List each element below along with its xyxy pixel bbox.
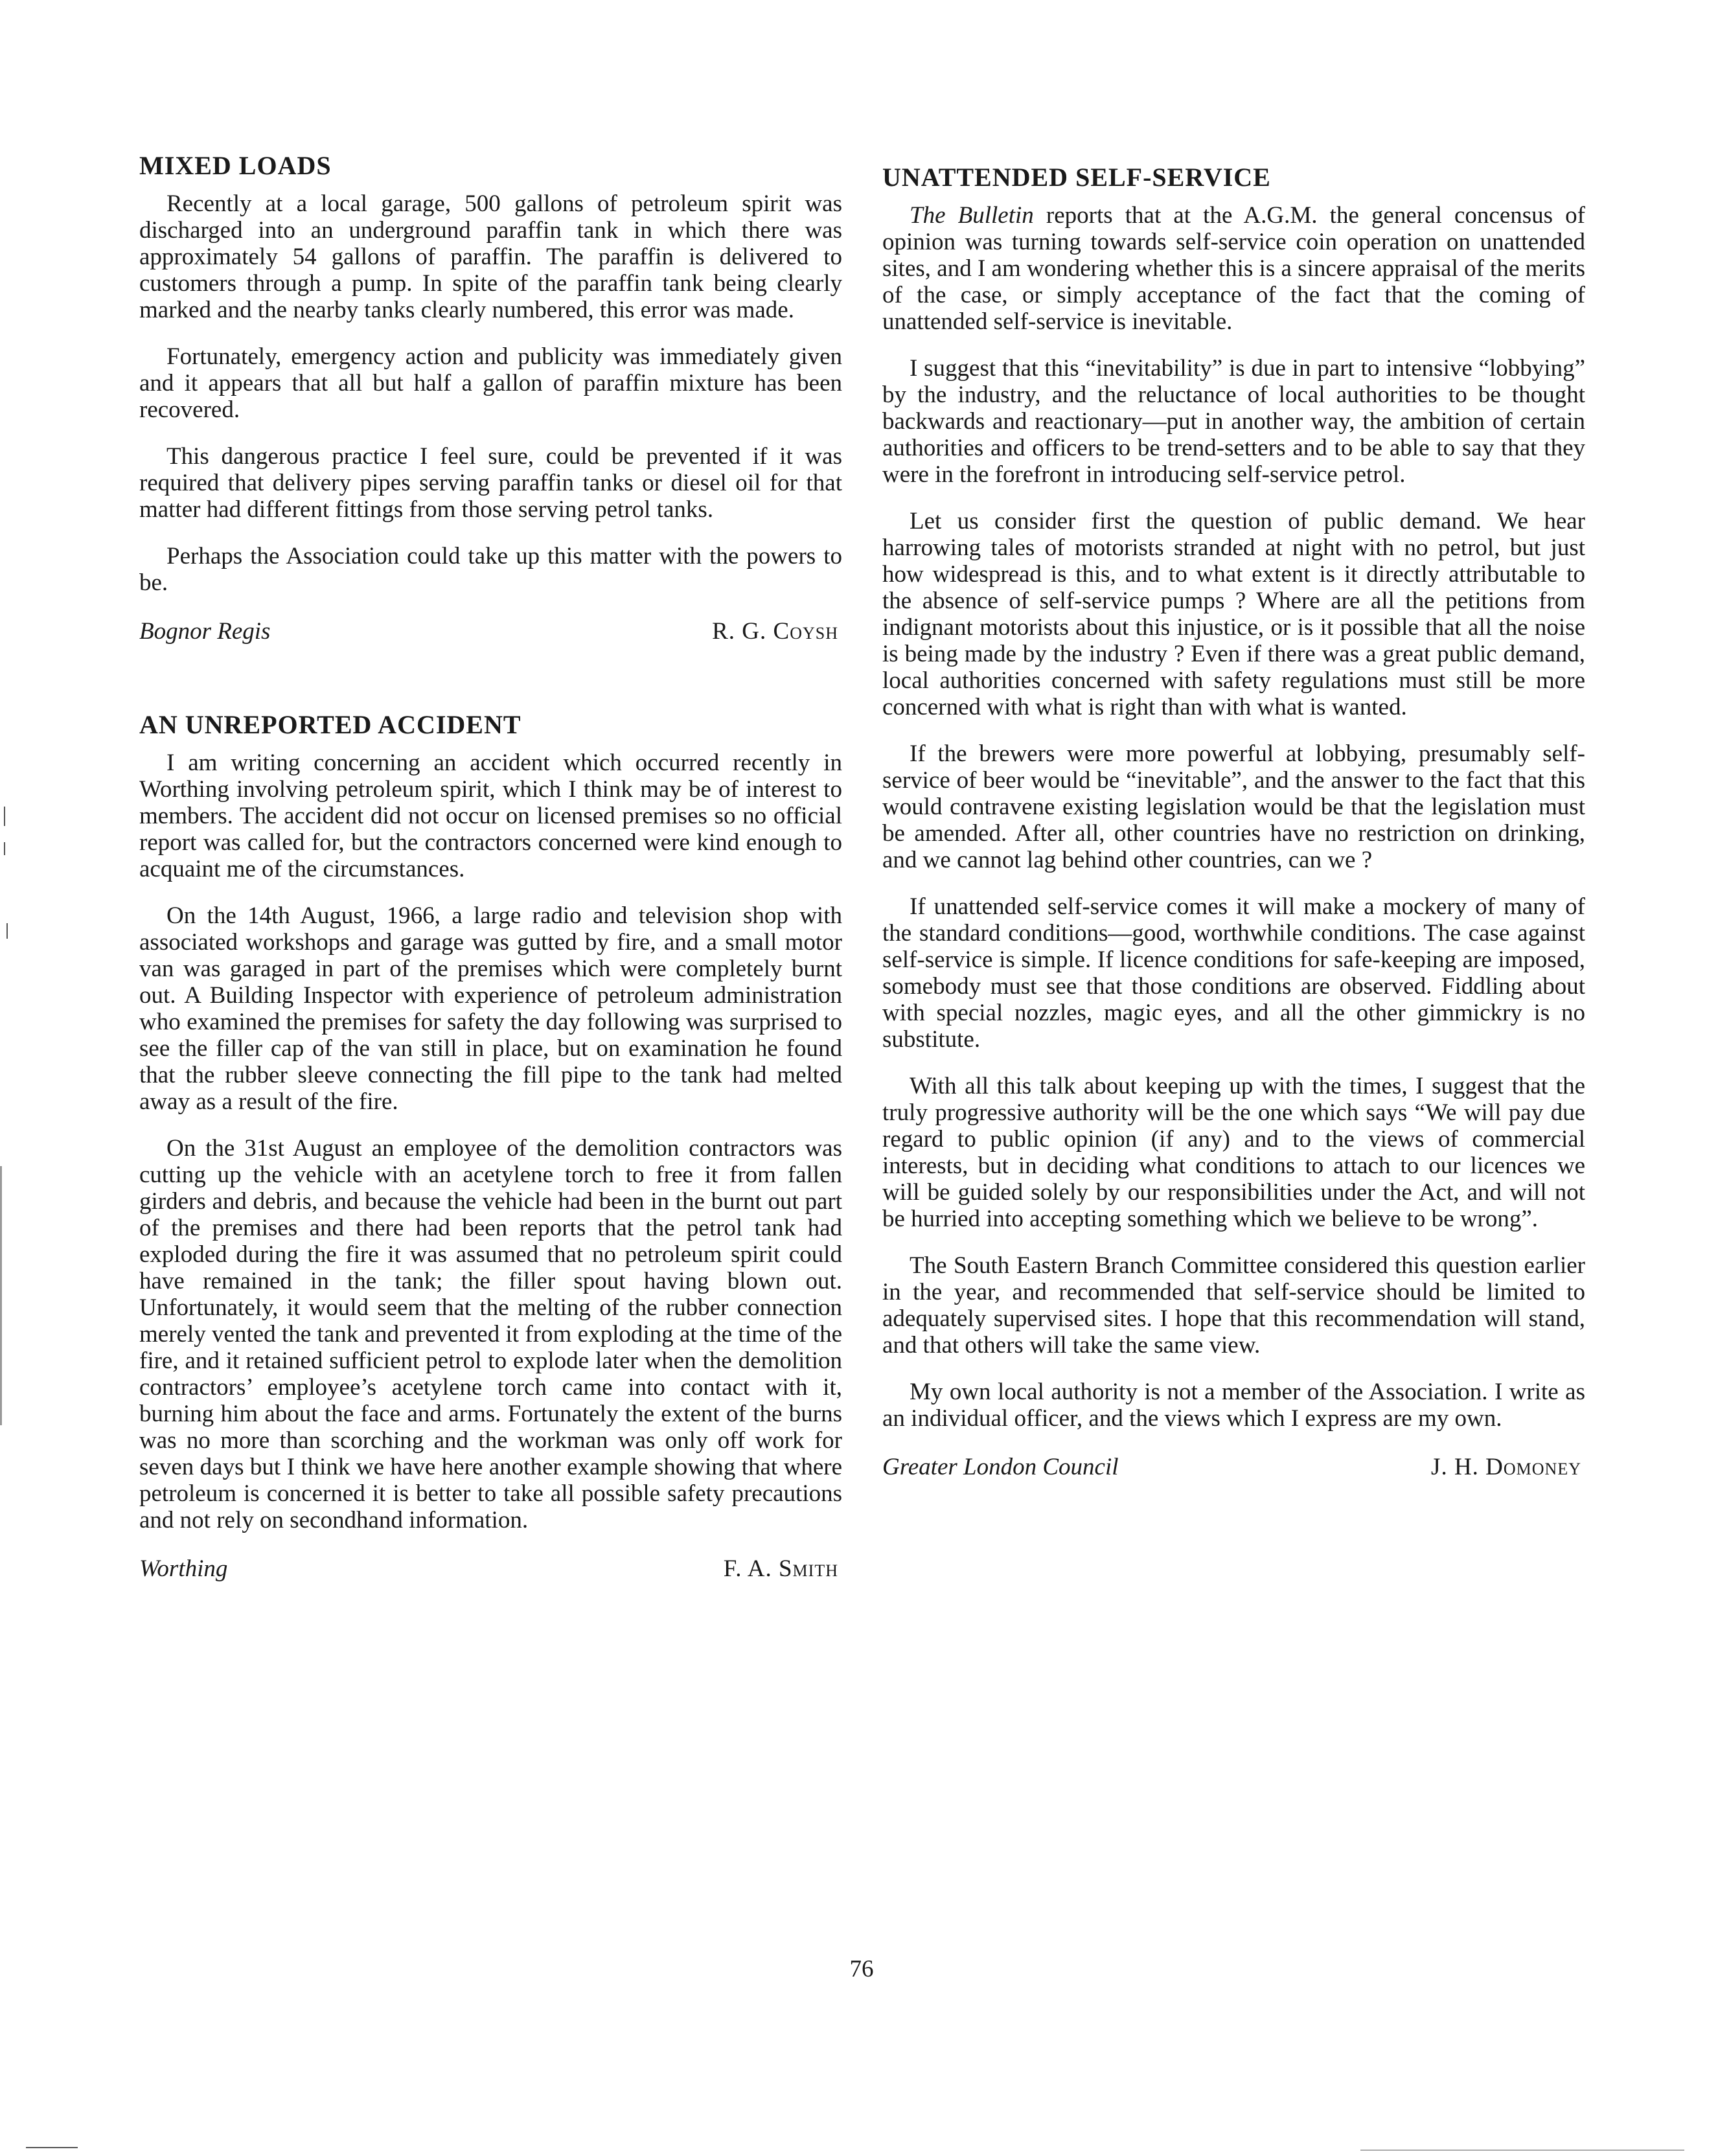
scan-artifact — [4, 807, 5, 826]
signoff-author: R. G. Coysh — [712, 618, 838, 645]
signoff-author: J. H. Domoney — [1431, 1454, 1581, 1480]
paragraph: On the 14th August, 1966, a large radio and television shop with associated workshops and garage was gutted by fire, and a small motor van was garaged in part of the premises which were completely burnt out. A Building Inspector with experience of petroleum administration who examined the premises for safety the day following was surprised to see the filler cap of the van still in place, but on examination he found that the rubber sleeve connecting the fill pipe to the tank had melted away as a result of the fire. — [139, 902, 842, 1115]
paragraph: If unattended self-service comes it will make a mockery of many of the standard conditions—good, worthwhile conditions. The case against self-service is simple. If licence conditions for safe-keeping are imposed, somebody must see that those conditions are observed. Fiddling about with special nozzles, magic eyes, and all the other gimmickry is no substitute. — [882, 893, 1585, 1053]
paragraph: My own local authority is not a member of the Association. I write as an individual officer, and the views which I express are my own. — [882, 1379, 1585, 1432]
signoff-place: Bognor Regis — [139, 618, 271, 645]
letter-title: MIXED LOADS — [139, 151, 332, 180]
letter-unreported-accident — [139, 707, 842, 1585]
publication-name: The Bulletin — [910, 202, 1034, 229]
paragraph: Let us consider first the question of public demand. We hear harrowing tales of motorists stranded at night with no petrol, but just how widespread is this, and to what extent is it directly attributable to the absence of self-service pumps ? Where are all the petitions from indignant motorists about this injustice, or is it possible that all the noise is being made by the industry ? Even if there was a great public demand, local authorities concerned with safety regulations must still be more concerned with what is right than with what is wanted. — [882, 508, 1585, 720]
paragraph: Recently at a local garage, 500 gallons of petroleum spirit was discharged into an underground paraffin tank in which there was approximately 54 gallons of paraffin. The paraffin is delivered to customers through a pump. In spite of the paraffin tank being clearly marked and the nearby tanks clearly numbered, this error was made. — [139, 190, 842, 323]
signoff-author: F. A. Smith — [723, 1555, 838, 1582]
paragraph: The South Eastern Branch Committee considered this question earlier in the year, and recommended that self-service should be limited to adequately supervised sites. I hope that this recommendation will stand, and that others will take the same view. — [882, 1252, 1585, 1359]
scan-artifact — [26, 2147, 78, 2148]
letter-title: UNATTENDED SELF-SERVICE — [882, 163, 1271, 192]
signoff-place: Greater London Council — [882, 1454, 1119, 1480]
paragraph: Fortunately, emergency action and publicity was immediately given and it appears that all but half a gallon of paraffin mixture has been recovered. — [139, 343, 842, 423]
letter-unattended-self-service — [882, 159, 1585, 1483]
scan-artifact — [4, 842, 5, 855]
paragraph: Perhaps the Association could take up this matter with the powers to be. — [139, 543, 842, 596]
signoff — [139, 1554, 842, 1585]
signoff — [139, 616, 842, 647]
scan-artifact — [0, 1166, 2, 1425]
right-column — [882, 148, 1585, 1542]
scan-artifact — [6, 923, 8, 939]
signoff — [882, 1452, 1585, 1483]
paragraph: If the brewers were more powerful at lobbying, presumably self-service of beer would be “inevitable”, and the answer to the fact that this would contravene existing legislation would be that the legislation must be amended. After all, other countries have no restriction on drinking, and we cannot lag behind other countries, can we ? — [882, 740, 1585, 873]
page-number: 76 — [849, 1956, 874, 1982]
paragraph: With all this talk about keeping up with the times, I suggest that the truly progressive authority will be the one which says “We will pay due regard to public opinion (if any) and to the views of commercial interests, but in deciding what conditions to attach to our licences we will be guided solely by our responsibilities under the Act, and will not be hurried into accepting something which we believe to be wrong”. — [882, 1073, 1585, 1232]
paragraph — [882, 202, 1585, 335]
signoff-place: Worthing — [139, 1555, 228, 1582]
paragraph: This dangerous practice I feel sure, could be prevented if it was required that delivery pipes serving paraffin tanks or diesel oil for that matter had different fittings from those serving petrol tanks. — [139, 443, 842, 523]
paragraph: On the 31st August an employee of the demolition contractors was cutting up the vehicle with an acetylene torch to free it from fallen girders and debris, and because the vehicle had been in the burnt out part of the premises and there had been reports that the petrol tank had exploded during the fire it was assumed that no petroleum spirit could have remained in the tank; the filler spout having blown out. Unfortunately, it would seem that the melting of the rubber connection merely vented the tank and prevented it from exploding at the time of the fire, and it retained sufficient petrol to explode later when the demolition contractors’ employee’s acetylene torch came into contact with it, burning him about the face and arms. Fortunately the extent of the burns was no more than scorching and the workman was only off work for seven days but I think we have here another example showing that where petroleum is concerned it is better to take all possible safety precautions and not rely on secondhand information. — [139, 1135, 842, 1533]
letter-mixed-loads — [139, 148, 842, 647]
paragraph-text: reports that at the A.G.M. the general concensus of opinion was turning towards self-service coin operation on unattended sites, and I am wondering whether this is a sincere appraisal of the merits of the case, or simply acceptance of the fact that the coming of unattended self-service is inevitable. — [882, 202, 1586, 335]
paragraph: I suggest that this “inevitability” is due in part to intensive “lobbying” by the industry, and the reluctance of local authorities to be thought backwards and reactionary—put in another way, the ambition of certain authorities and officers to be trend-setters and to be able to say that they were in the forefront in introducing self-service petrol. — [882, 355, 1585, 488]
letter-title: AN UNREPORTED ACCIDENT — [139, 710, 521, 739]
left-column — [139, 148, 842, 1644]
scan-artifact — [1360, 2150, 1684, 2151]
paragraph: I am writing concerning an accident which occurred recently in Worthing involving petroleum spirit, which I think may be of interest to members. The accident did not occur on licensed premises so no official report was called for, but the contractors concerned were kind enough to acquaint me of the circumstances. — [139, 750, 842, 882]
